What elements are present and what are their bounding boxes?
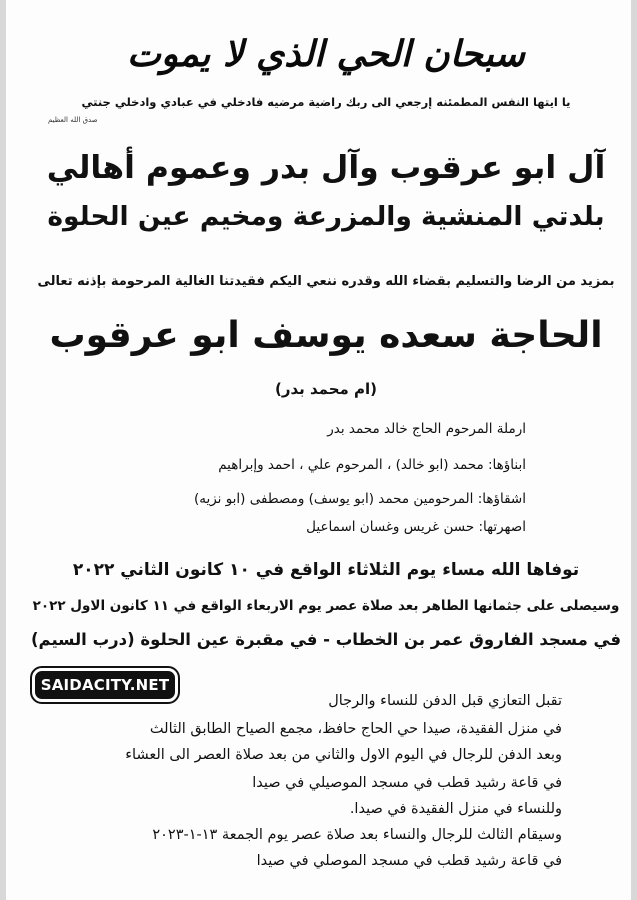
quran-verse: يا ايتها النفس المطمئنه إرجعي الى ربك راضية مرضيه فادخلي في عبادي وادخلي جنتي — [81, 95, 571, 109]
inlaws-line: اصهرتها: حسن غريس وغسان اسماعيل — [306, 519, 526, 535]
announcement: بمزيد من الرضا والتسليم بقضاء الله وقدره ننعي اليكم فقيدتنا الغالية المرحومة بإذنه تعالى — [37, 274, 615, 289]
deceased-kunya: (ام محمد بدر) — [274, 380, 378, 398]
widow-line: ارملة المرحوم الحاج خالد محمد بدر — [327, 421, 526, 437]
burial-location-line: في مسجد الفاروق عمر بن الخطاب - في مقبرة عين الحلوة (درب السيم) — [30, 630, 622, 649]
deceased-name: الحاجة سعده يوسف ابو عرقوب — [49, 315, 603, 356]
condolence-line: في قاعة رشيد قطب في مسجد الموصلي في صيدا — [256, 853, 562, 869]
sons-line: ابناؤها: محمد (ابو خالد) ، المرحوم علي ، احمد وإبراهيم — [218, 457, 526, 473]
families-line-1: آل ابو عرقوب وآل بدر وعموم أهالي — [46, 150, 606, 186]
death-date-line: توفاها الله مساء يوم الثلاثاء الواقع في ١٠ كانون الثاني ٢٠٢٢ — [72, 560, 580, 580]
condolence-line: وللنساء في منزل الفقيدة في صيدا. — [349, 801, 562, 817]
calligraphy-title: سبحان الحي الذي لا يموت — [127, 33, 525, 75]
site-watermark-logo: SAIDACITY.NET — [32, 668, 178, 702]
brothers-line: اشقاؤها: المرحومين محمد (ابو يوسف) ومصطفى (ابو نزيه) — [193, 491, 526, 507]
verse-attribution-text: صدق الله العظيم — [48, 116, 98, 124]
families-line-2: بلدتي المنشية والمزرعة ومخيم عين الحلوة — [47, 201, 605, 232]
condolence-line: تقبل التعازي قبل الدفن للنساء والرجال — [328, 693, 562, 709]
condolence-line: في قاعة رشيد قطب في مسجد الموصيلي في صيدا — [252, 775, 562, 791]
funeral-prayer-line: وسيصلى على جثمانها الطاهر بعد صلاة عصر يوم الاربعاء الواقع في ١١ كانون الاول ٢٠٢٢ — [32, 598, 620, 614]
condolence-line: وسيقام الثالث للرجال والنساء بعد صلاة عصر يوم الجمعة ١٣-١-٢٠٢٣ — [152, 827, 562, 843]
condolence-line: في منزل الفقيدة، صيدا حي الحاج حافظ، مجمع الصياح الطابق الثالث — [149, 721, 562, 737]
verse-attribution — [36, 114, 616, 126]
condolence-line: وبعد الدفن للرجال في اليوم الاول والثاني من بعد صلاة العصر الى العشاء — [125, 747, 562, 763]
